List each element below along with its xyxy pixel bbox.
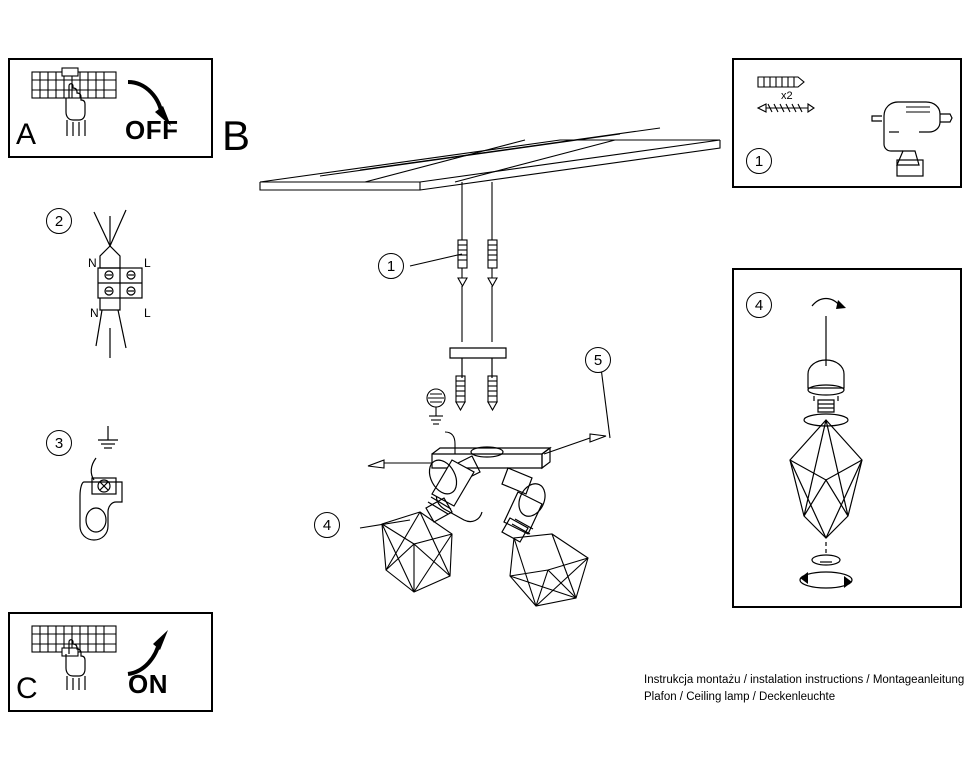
panel-a-letter: A: [16, 118, 37, 151]
footer-line-2: Plafon / Ceiling lamp / Deckenleuchte: [644, 691, 836, 703]
terminal-label-n-top: N: [88, 256, 97, 270]
earth-symbol-icon: [427, 389, 455, 454]
footer-block: [644, 672, 964, 706]
footer-line-1: Instrukcja montażu / instalation instructions / Montageanleitung: [644, 674, 965, 686]
screw-left: [456, 376, 465, 410]
switch-on-illustration: [10, 614, 211, 710]
terminal-label-l-top: L: [144, 256, 151, 270]
step-3-badge: 3: [46, 430, 72, 456]
switch-off-panel: [8, 58, 213, 158]
step-2-badge: 2: [46, 208, 72, 234]
lamp-head-right: [502, 468, 550, 542]
arrow-up-right-icon: [128, 630, 168, 674]
panel-a-action-label: OFF: [125, 115, 179, 145]
anchor-left: [458, 240, 467, 286]
lamp-head-left: [424, 455, 482, 522]
step-4-badge: 4: [746, 292, 772, 318]
panel-c-letter: C: [16, 672, 39, 705]
cage-left: [382, 512, 452, 592]
anchor-right: [488, 240, 497, 286]
callout-step-5: 5: [585, 347, 611, 373]
leader-step4: [360, 520, 410, 528]
callout-step-4: 4: [314, 512, 340, 538]
screw-right: [488, 376, 497, 410]
main-assembly-illustration: [200, 120, 760, 620]
tools-panel: [732, 58, 962, 188]
quantity-label: x2: [781, 90, 793, 102]
step-1-badge: 1: [746, 148, 772, 174]
earth-connection-step: [40, 420, 190, 580]
cage-right: [510, 534, 588, 606]
panel-c-action-label: ON: [128, 669, 168, 699]
bulb-cage-detail-illustration: [734, 270, 960, 606]
callout-step-1: 1: [378, 253, 404, 279]
terminal-block-step: [40, 200, 220, 375]
panel-b-letter: B: [222, 112, 251, 159]
leader-step1: [410, 254, 462, 266]
switch-on-panel: [8, 612, 213, 712]
terminal-label-l-bottom: L: [144, 306, 151, 320]
bulb-cage-detail-panel: [732, 268, 962, 608]
terminal-label-n-bottom: N: [90, 306, 99, 320]
switch-off-illustration: [10, 60, 211, 156]
